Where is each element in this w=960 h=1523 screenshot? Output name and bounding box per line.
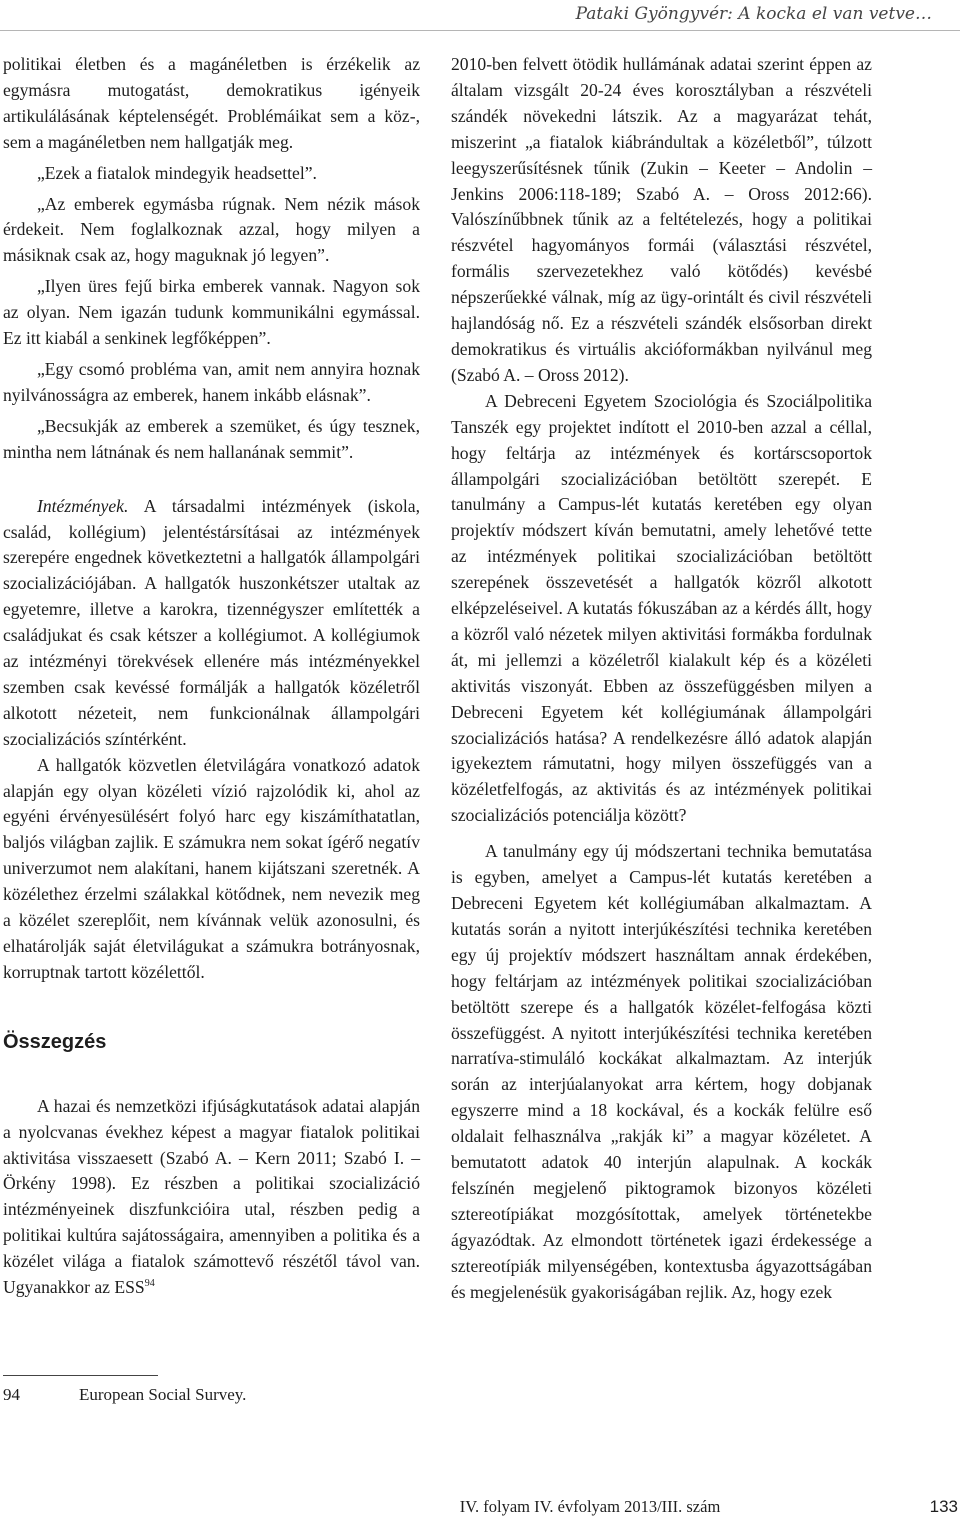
quote-paragraph: „Ezek a fiatalok mindegyik headsettel”. bbox=[37, 162, 317, 183]
body-paragraph: A Debreceni Egyetem Szociológia és Szociálpolitika Tanszék egy projektet indított el 2010-ben azzal a céllal, hogy feltárja az intézmények és kortárscsoportok állampolgári szocializációban betöltött szerepét. E tanulmány a Campus-lét kutatás keretében egy olyan projektív módszert kíván bemutatni, amely lehetővé tette az intézmények politikai szocializációban betöltött szerepének összevetését a hallgatók közről alkotott elképzeléseivel. A kutatás fókuszában az a kérdés állt, hogy a közről való nézetek milyen aktivitási formákba fordulnak át, mi jellemzi a közéletről kialakult kép és a közéleti aktivitás viszonyát. Ebben az összefüggésben milyen a Debreceni Egyetem két kollégiumának állampolgári szocializációs hatása? A rendelkezésre álló adatok alapján igyekeztem rámutatni, hogy milyen összefüggés van a közéletfelfogás, az aktivitás és az intézmények politikai szocializációs potenciálja között? bbox=[451, 390, 872, 826]
institutions-paragraph bbox=[3, 494, 420, 753]
header-rule bbox=[0, 30, 960, 31]
journal-issue: IV. folyam IV. évfolyam 2013/III. szám bbox=[459, 1497, 721, 1516]
quote-paragraph: „Ilyen üres fejű birka emberek vannak. Nagyon sok az olyan. Nem igazán tudunk kommunikálni egymással. Ez itt kiabál a senkinek legfőképpen”. bbox=[3, 276, 420, 349]
left-column bbox=[3, 52, 420, 1301]
footnote-rule bbox=[3, 1375, 158, 1376]
page-number: 133 bbox=[929, 1497, 958, 1516]
institutions-label: Intézmények. bbox=[37, 495, 129, 516]
footnote-number: 94 bbox=[3, 1385, 20, 1404]
quote-paragraph: „Egy csomó probléma van, amit nem annyira hoznak nyilvánosságra az emberek, hanem inkább elásnak”. bbox=[3, 358, 420, 405]
right-column bbox=[451, 52, 872, 1306]
quote-paragraph: „Becsukják az emberek a szemüket, és úgy tesznek, mintha nem látnának és nem hallanának semmit”. bbox=[3, 415, 420, 462]
summary-paragraph bbox=[3, 1094, 420, 1301]
footnote-text: European Social Survey. bbox=[79, 1385, 247, 1404]
section-heading: Összegzés bbox=[3, 1030, 107, 1053]
body-paragraph: A tanulmány egy új módszertani technika bemutatása is egyben, amelyet a Campus-lét kutatás keretében a Debreceni Egyetem két kollégiumában alkalmaztam. A kutatás során a nyitott interjúkészítési technika keretében egy új projektív módszert használtam annak érdekében, hogy feltárjam az intézmények politikai szocializációban betöltött szerepe és a hallgatók közélet-felfogása közti összefüggést. A nyitott interjúkészítési technika keretében narratíva-stimuláló kockákat alkalmaztam. Az interjúk során az interjúalanyokat arra kértem, hogy dobjanak egyszerre mind a 18 kockával, és a kockák felülre eső oldalait felhasználva „rakják ki” a magyar közéletet. A bemutatott adatok 40 interjún alapulnak. A kockák felszínén megjelenő piktogramok bizonyos közéleti sztereotípiákat mozgósítottak, amelyek történetekbe ágyazódtak. Az elmondott történetek igazi érdekessége a sztereotípiák milyenségében, kontextusba ágyazottságában és megjelenésük gyakoriságában rejlik. Az, hogy ezek bbox=[451, 841, 872, 1302]
footnote-reference[interactable]: 94 bbox=[144, 1278, 155, 1290]
summary-text: A hazai és nemzetközi ifjúságkutatások adatai alapján a nyolcvanas évekhez képest a magyar fiatalok politikai aktivitása visszaesett (Szabó A. ‒ Kern 2011; Szabó I. ‒ Örkény 1998). Ez részben a politikai szocializáció intézményeinek diszfunkcióira utal, részben pedig a politikai kultúra sajátosságaira, amennyiben a politika és a közélet világa a fiatalok számottevő részétől távol van. Ugyanakkor az ESS bbox=[3, 1095, 420, 1298]
quote-paragraph: „Az emberek egymásba rúgnak. Nem nézik mások érdekeit. Nem foglalkoznak azzal, hogy milyen a másiknak csak az, hogy maguknak jó legyen”. bbox=[3, 193, 420, 266]
lifeworld-paragraph: A hallgatók közvetlen életvilágára vonatkozó adatok alapján egy olyan közéleti vízió rajzolódik ki, ahol az egyéni érvényesülésért folyó harc egy kiszámíthatatlan, baljós világban zajlik. E számukra nem sokat ígérő negatív univerzumot nem alakítani, hanem kijátszani szeretnék. A közélethez érzelmi szálakkal kötődnek, nem nevezik meg a közélet szereplőit, nem kívánnak velük azonosulni, és elhatárolják saját életvilágukat a számukra botrányosnak, korruptnak tartott közélettől. bbox=[3, 754, 420, 982]
body-paragraph: 2010-ben felvett ötödik hullámának adatai szerint éppen az általam vizsgált 20-24 éves korosztályban a részvételi szándék növekedni látszik. Az a magyarázat tehát, miszerint „a fiatalok kiábrándultak a közéletből”, túlzott leegyszerűsítésnek tűnik (Zukin ‒ Keeter ‒ Andolin ‒ Jenkins 2006:118-189; Szabó A. ‒ Oross 2012:66). Valószínűbbnek tűnik az a feltételezés, hogy a politikai részvétel hagyományos formái (választási részvétel, formális szervezetekhez való kötődés) kevésbé népszerűekké válnak, míg az ügy-orintált és civil részvételi hajlandóság nő. Ez a részvételi szándék elsősorban direkt demokratikus és virtuális akcióformákban nyilvánul meg (Szabó A. ‒ Oross 2012). bbox=[451, 54, 872, 385]
quote-paragraph: politikai életben és a magánéletben is érzékelik az egymásra mutogatást, demokratikus igényeik artikulálásának képtelenségét. Problémáikat sem a köz-, sem a magánéletben nem hallgatják meg. bbox=[3, 54, 420, 152]
footnote bbox=[3, 1385, 246, 1405]
running-head: Pataki Gyöngyvér: A kocka el van vetve… bbox=[575, 4, 932, 24]
institutions-text: A társadalmi intézmények (iskola, család, kollégium) jelentéstársításai az intézmények szerepére engednek következtetni a hallgatók állampolgári szocializációjában. A hallgatók huszonkétszer utaltak az egyetemre, illetve a karokra, tizennégyszer említették a családjukat és csak kétszer a kollégiumot. A kollégiumok az intézményi törekvések ellenére más intézményekkel szemben csak kevéssé formálják a hallgatók közéletről alkotott nézeteit, nem funkcionálnak állampolgári szocializációs színtérként. bbox=[3, 495, 420, 749]
